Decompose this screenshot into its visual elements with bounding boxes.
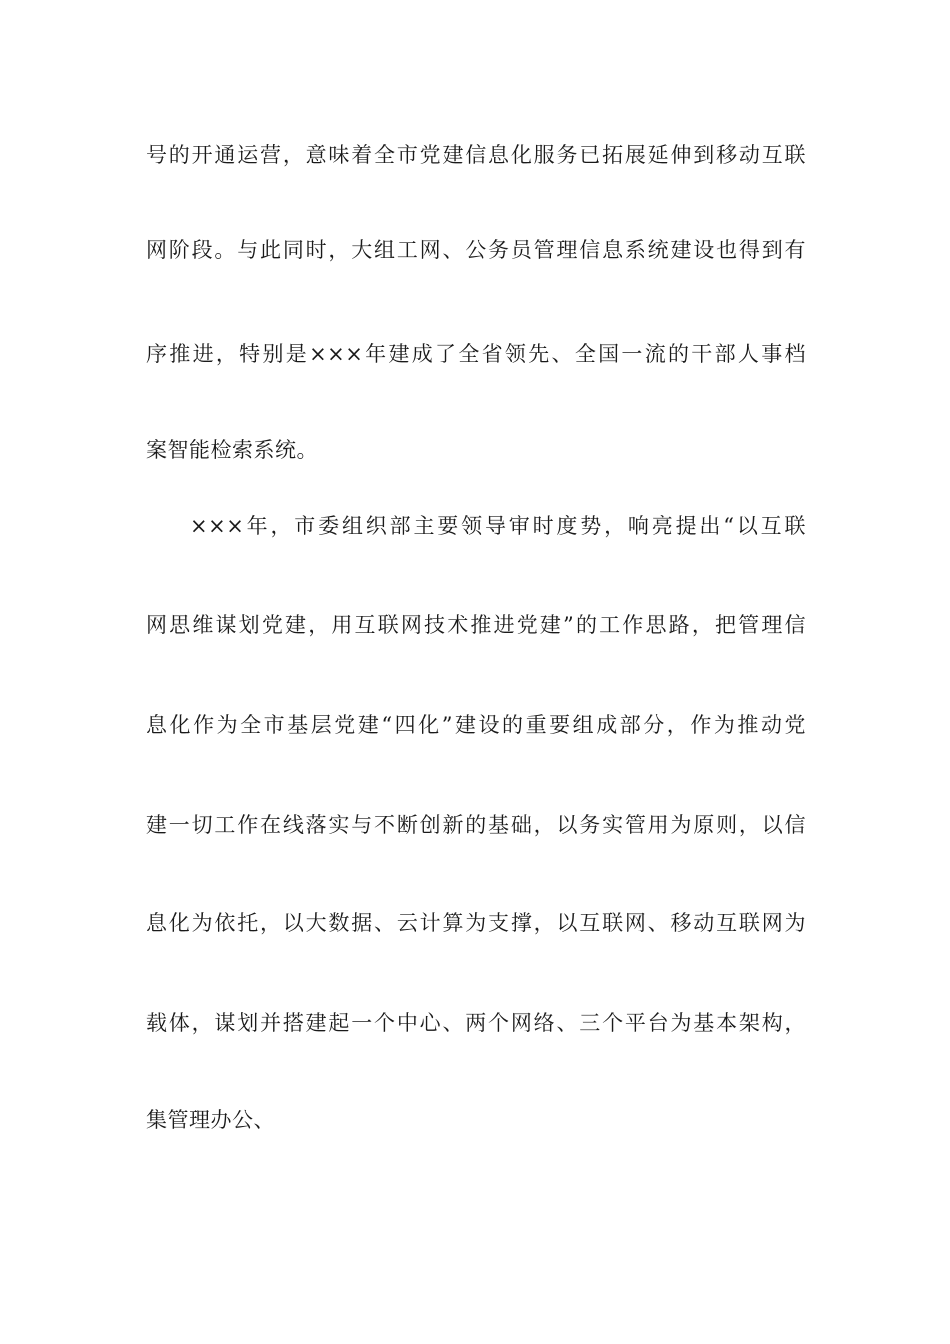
- paragraph-line-1: 号的开通运营，意味着全市党建信息化服务已拓展延伸到移动互联: [146, 143, 806, 167]
- paragraph-line-10: 载体，谋划并搭建起一个中心、两个网络、三个平台为基本架构，: [146, 1011, 806, 1035]
- paragraph-line-8: 建一切工作在线落实与不断创新的基础，以务实管用为原则，以信: [146, 813, 806, 837]
- paragraph-line-11: 集管理办公、: [146, 1108, 275, 1132]
- paragraph-line-4: 案智能检索系统。: [146, 438, 318, 462]
- paragraph-line-7: 息化作为全市基层党建“四化”建设的重要组成部分，作为推动党: [146, 713, 806, 737]
- paragraph-line-2: 网阶段。与此同时，大组工网、公务员管理信息系统建设也得到有: [146, 238, 806, 262]
- paragraph-line-5: ×××年，市委组织部主要领导审时度势，响亮提出“以互联: [190, 514, 806, 538]
- paragraph-line-9: 息化为依托，以大数据、云计算为支撑，以互联网、移动互联网为: [146, 911, 806, 935]
- paragraph-line-3: 序推进，特别是×××年建成了全省领先、全国一流的干部人事档: [146, 342, 806, 366]
- paragraph-line-6: 网思维谋划党建，用互联网技术推进党建”的工作思路，把管理信: [146, 613, 806, 637]
